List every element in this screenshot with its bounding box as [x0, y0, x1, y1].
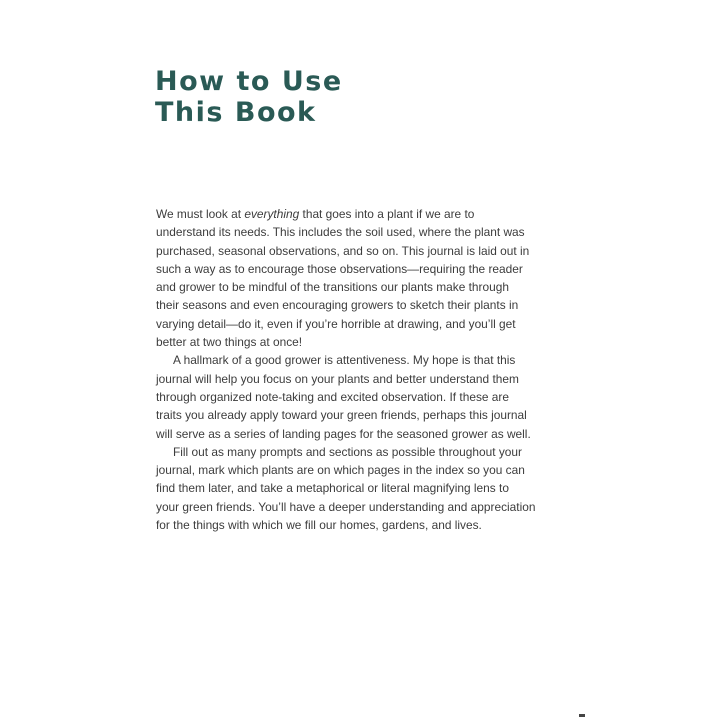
- paragraph-1: [156, 205, 548, 351]
- paragraph-2: [156, 351, 548, 442]
- emphasized-word: everything: [244, 207, 300, 221]
- text-line: your green friends. You’ll have a deeper understanding and appreciation: [156, 499, 536, 514]
- text-line: journal will help you focus on your plants and better understand them: [156, 371, 519, 386]
- text-line: such a way as to encourage those observations—requiring the reader: [156, 261, 523, 276]
- text-line: better at two things at once!: [156, 335, 303, 350]
- body-text: [156, 205, 548, 534]
- text-line: their seasons and even encouraging growers to sketch their plants in: [156, 298, 519, 313]
- page-title: [155, 66, 343, 128]
- text-line: find them later, and take a metaphorical or literal magnifying lens to: [156, 481, 509, 496]
- text-line: traits you already apply toward your green friends, perhaps this journal: [156, 408, 527, 423]
- text-line: for the things with which we fill our homes, gardens, and lives.: [156, 518, 482, 533]
- text-line: A hallmark of a good grower is attentiveness. My hope is that this: [173, 353, 516, 368]
- text-line: journal, mark which plants are on which pages in the index so you can: [156, 463, 525, 478]
- page-title-line-1: How to Use: [155, 66, 343, 97]
- paragraph-3: [156, 443, 548, 534]
- text-line: varying detail—do it, even if you’re horrible at drawing, and you’ll get: [156, 316, 516, 331]
- page-corner-mark: [579, 714, 585, 717]
- text-line: [156, 205, 548, 223]
- page-title-line-2: This Book: [155, 97, 317, 128]
- text-run: that goes into a plant if we are to: [299, 207, 475, 221]
- text-line: Fill out as many prompts and sections as possible throughout your: [173, 444, 522, 459]
- text-line: purchased, seasonal observations, and so on. This journal is laid out in: [156, 243, 530, 258]
- text-line: understand its needs. This includes the soil used, where the plant was: [156, 225, 525, 240]
- text-line: and grower to be mindful of the transitions our plants make through: [156, 280, 509, 295]
- text-line: through organized note-taking and excited observation. If these are: [156, 389, 509, 404]
- text-run: We must look at: [156, 207, 245, 221]
- text-line: will serve as a series of landing pages for the seasoned grower as well.: [156, 426, 531, 441]
